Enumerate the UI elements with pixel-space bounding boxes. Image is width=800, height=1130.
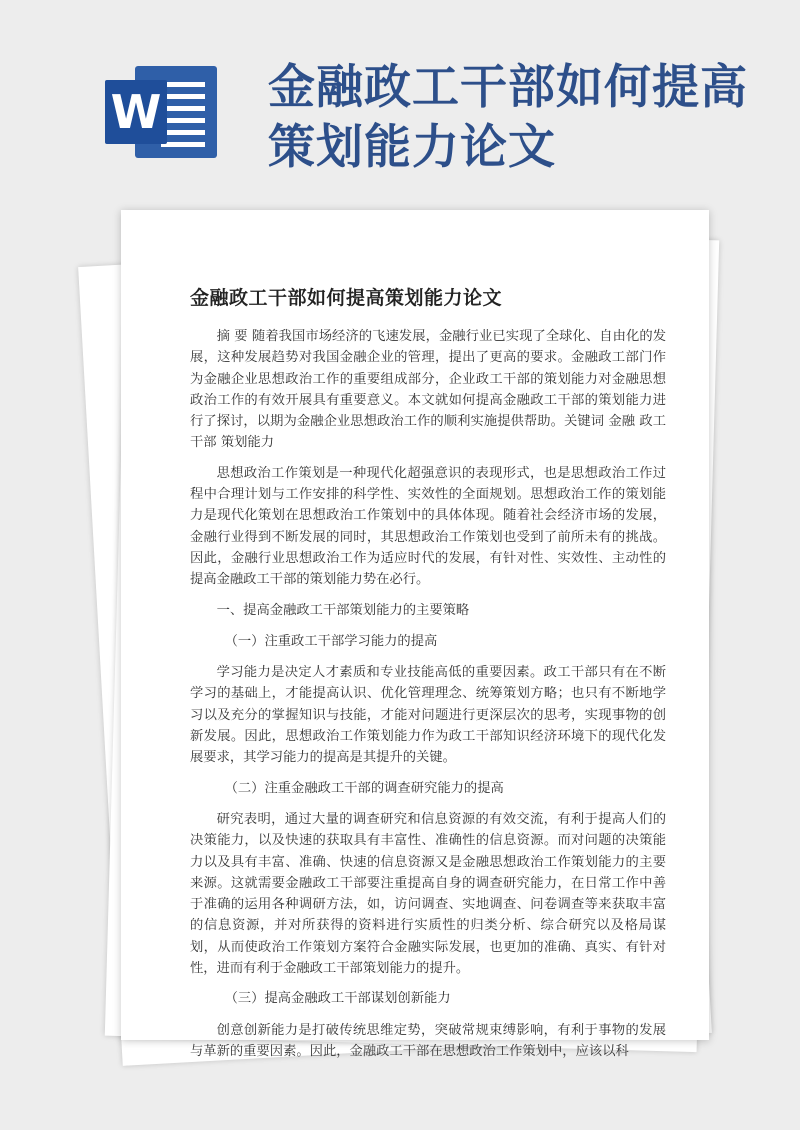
body-paragraph: 创意创新能力是打破传统思维定势，突破常规束缚影响，有利于事物的发展与革新的重要因素。因此，金融政工干部在思想政治工作策划中，应该以科 — [190, 1022, 666, 1059]
intro-paragraph: 思想政治工作策划是一种现代化超强意识的表现形式，也是思想政治工作过程中合理计划与工作安排的科学性、实效性的全面规划。思想政治工作的策划能力是现代化策划在思想政治工作策划中的具体体现。随着社会经济市场的发展，金融行业得到不断发展的同时，其思想政治工作策划也受到了前所未有的挑战。因此，金融行业思想政治工作为适应时代的发展，有针对性、实效性、主动性的提高金融政工干部的策划能力势在必行。 — [190, 465, 666, 588]
subsection-heading: （二）注重金融政工干部的调查研究能力的提高 — [224, 780, 504, 796]
subsection-heading: （三）提高金融政工干部谋划创新能力 — [224, 991, 451, 1007]
document-body — [190, 326, 666, 1071]
word-icon — [105, 66, 217, 158]
body-paragraph: 研究表明，通过大量的调查研究和信息资源的有效交流，有利于提高人们的决策能力，以及快速的获取具有丰富性、准确性的信息资源。而对问题的决策能力以及具有丰富、准确、快速的信息资源又是金融思想政治工作策划能力的主要来源。这就需要金融政工干部要注重提高自身的调查研究能力，在日常工作中善于准确的运用各种调研方法，如，访问调查、实地调查、问卷调查等来获取丰富的信息资源，并对所获得的资料进行实质性的归类分析、综合研究以及格局谋划，从而使政治工作策划方案符合金融实际发展，也更加的准确、真实、有针对性，进而有利于金融政工干部策划能力的提升。 — [190, 811, 666, 977]
abstract-paragraph: 摘 要 随着我国市场经济的飞速发展，金融行业已实现了全球化、自由化的发展，这种发展趋势对我国金融企业的管理，提出了更高的要求。金融政工部门作为金融企业思想政治工作的重要组成部分，企业政工干部的策划能力对金融思想政治工作的有效开展具有重要意义。本文就如何提高金融政工干部的策划能力进行了探讨，以期为金融企业思想政治工作的顺利实施提供帮助。关键词 金融 政工干部 策划能力 — [190, 329, 666, 451]
body-paragraph: 学习能力是决定人才素质和专业技能高低的重要因素。政工干部只有在不断学习的基础上，才能提高认识、优化管理理念、统筹策划方略；也只有不断地学习以及充分的掌握知识与技能，才能对问题进行更深层次的思考，实现事物的创新发展。因此，思想政治工作策划能力作为政工干部知识经济环境下的现代化发展要求，其学习能力的提高是其提升的关键。 — [190, 665, 666, 766]
section-heading: 一、提高金融政工干部策划能力的主要策略 — [216, 602, 470, 618]
document-title: 金融政工干部如何提高策划能力论文 — [190, 287, 503, 309]
banner-title: 金融政工干部如何提高策划能力论文 — [268, 60, 748, 175]
word-letter-tile: W — [105, 80, 167, 144]
subsection-heading: （一）注重政工干部学习能力的提高 — [224, 633, 438, 649]
